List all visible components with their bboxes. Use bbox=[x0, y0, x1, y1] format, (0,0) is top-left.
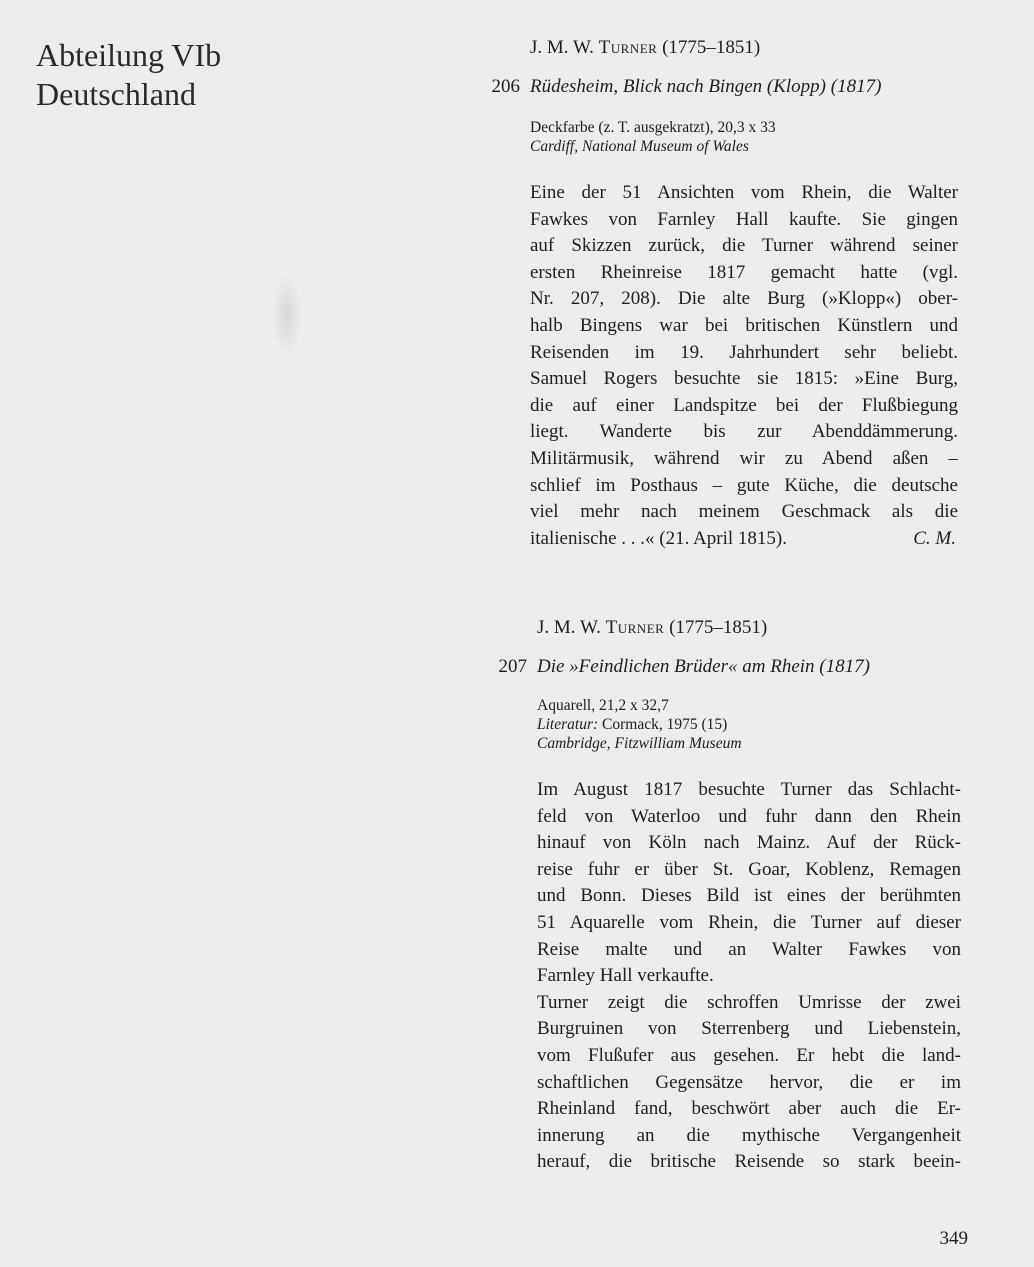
page-number: 349 bbox=[939, 1228, 968, 1249]
entry-title: Die »Feindlichen Brüder« am Rhein (1817) bbox=[537, 656, 870, 677]
text-line: viel mehr nach meinem Geschmack als die bbox=[530, 501, 958, 523]
section-heading-line2: Deutschland bbox=[36, 76, 196, 112]
text-line: schaftlichen Gegensätze hervor, die er im bbox=[537, 1071, 961, 1093]
text-line: Eine der 51 Ansichten vom Rhein, die Walter bbox=[530, 182, 958, 203]
entry-number: 206 bbox=[491, 76, 520, 97]
text-line: Turner zeigt die schroffen Umrisse der zwei bbox=[537, 991, 961, 1013]
entry-title-row bbox=[491, 74, 958, 100]
entry-title-row bbox=[498, 654, 961, 680]
meta-medium: Deckfarbe (z. T. ausgekratzt), 20,3 x 33 bbox=[530, 119, 776, 136]
meta-collection: Cardiff, National Museum of Wales bbox=[530, 138, 749, 155]
text-line: halb Bingens war bei britischen Künstlern und bbox=[530, 314, 958, 336]
artist-initials: J. M. W. bbox=[530, 37, 599, 58]
text-line: feld von Waterloo und fuhr dann den Rhein bbox=[537, 805, 961, 827]
artist-initials: J. M. W. bbox=[537, 617, 606, 638]
text-line: und Bonn. Dieses Bild ist eines der berühmten bbox=[537, 885, 961, 907]
artist-surname: Turner bbox=[598, 37, 658, 58]
text-line: Reisenden im 19. Jahrhundert sehr beliebt. bbox=[530, 341, 958, 363]
text-line: Farnley Hall verkaufte. bbox=[537, 965, 714, 987]
entry-title: Rüdesheim, Blick nach Bingen (Klopp) (1817) bbox=[530, 76, 882, 97]
text-line: Burgruinen von Sterrenberg und Liebenstein, bbox=[537, 1018, 961, 1040]
entry-meta bbox=[530, 118, 958, 156]
text-line: Rheinland fand, beschwört aber auch die Er- bbox=[537, 1098, 961, 1120]
entry-text bbox=[537, 777, 961, 1176]
paper-smudge bbox=[272, 275, 302, 355]
section-heading bbox=[36, 36, 221, 114]
artist-surname: Turner bbox=[605, 617, 665, 638]
text-line: 51 Aquarelle vom Rhein, die Turner auf dieser bbox=[537, 911, 961, 933]
meta-literature bbox=[537, 715, 961, 734]
section-heading-line1: Abteilung VIb bbox=[36, 37, 222, 73]
text-line: italienische . . .« (21. April 1815). bbox=[530, 527, 787, 549]
text-line: Samuel Rogers besuchte sie 1815: »Eine Burg, bbox=[530, 368, 958, 390]
catalog-entry-206 bbox=[491, 36, 958, 552]
author-initials: C. M. bbox=[913, 527, 956, 549]
artist-dates: (1775–1851) bbox=[657, 37, 761, 58]
text-line: die auf einer Landspitze bei der Flußbiegung bbox=[530, 394, 958, 416]
text-line: Militärmusik, während wir zu Abend aßen – bbox=[530, 447, 958, 469]
artist-dates: (1775–1851) bbox=[664, 617, 768, 638]
entry-number: 207 bbox=[498, 656, 527, 677]
entry-text bbox=[530, 180, 958, 552]
text-line: reise fuhr er über St. Goar, Koblenz, Remagen bbox=[537, 858, 961, 880]
text-line: herauf, die britische Reisende so stark beein- bbox=[537, 1151, 961, 1173]
text-line: vom Flußufer aus gesehen. Er hebt die land- bbox=[537, 1044, 961, 1066]
artist-line bbox=[530, 36, 958, 60]
catalog-entry-207 bbox=[498, 616, 961, 1176]
text-last-line bbox=[530, 526, 958, 553]
text-line: liegt. Wanderte bis zur Abenddämmerung. bbox=[530, 421, 958, 443]
text-line: hinauf von Köln nach Mainz. Auf der Rück- bbox=[537, 832, 961, 854]
text-line: innerung an die mythische Vergangenheit bbox=[537, 1124, 961, 1146]
text-line: ersten Rheinreise 1817 gemacht hatte (vgl. bbox=[530, 261, 958, 283]
text-line: schlief im Posthaus – gute Küche, die deutsche bbox=[530, 474, 958, 496]
text-line: auf Skizzen zurück, die Turner während seiner bbox=[530, 235, 958, 257]
meta-literature-label: Literatur: bbox=[537, 716, 599, 733]
meta-collection: Cambridge, Fitzwilliam Museum bbox=[537, 735, 742, 752]
artist-line bbox=[537, 616, 961, 640]
entry-meta bbox=[537, 696, 961, 753]
text-line: Nr. 207, 208). Die alte Burg (»Klopp«) ober- bbox=[530, 288, 958, 310]
text-line: Reise malte und an Walter Fawkes von bbox=[537, 938, 961, 960]
text-line: Im August 1817 besuchte Turner das Schlacht- bbox=[537, 779, 961, 800]
text-line: Fawkes von Farnley Hall kaufte. Sie gingen bbox=[530, 208, 958, 230]
meta-literature-value: Cormack, 1975 (15) bbox=[598, 716, 728, 733]
meta-medium: Aquarell, 21,2 x 32,7 bbox=[537, 697, 669, 714]
